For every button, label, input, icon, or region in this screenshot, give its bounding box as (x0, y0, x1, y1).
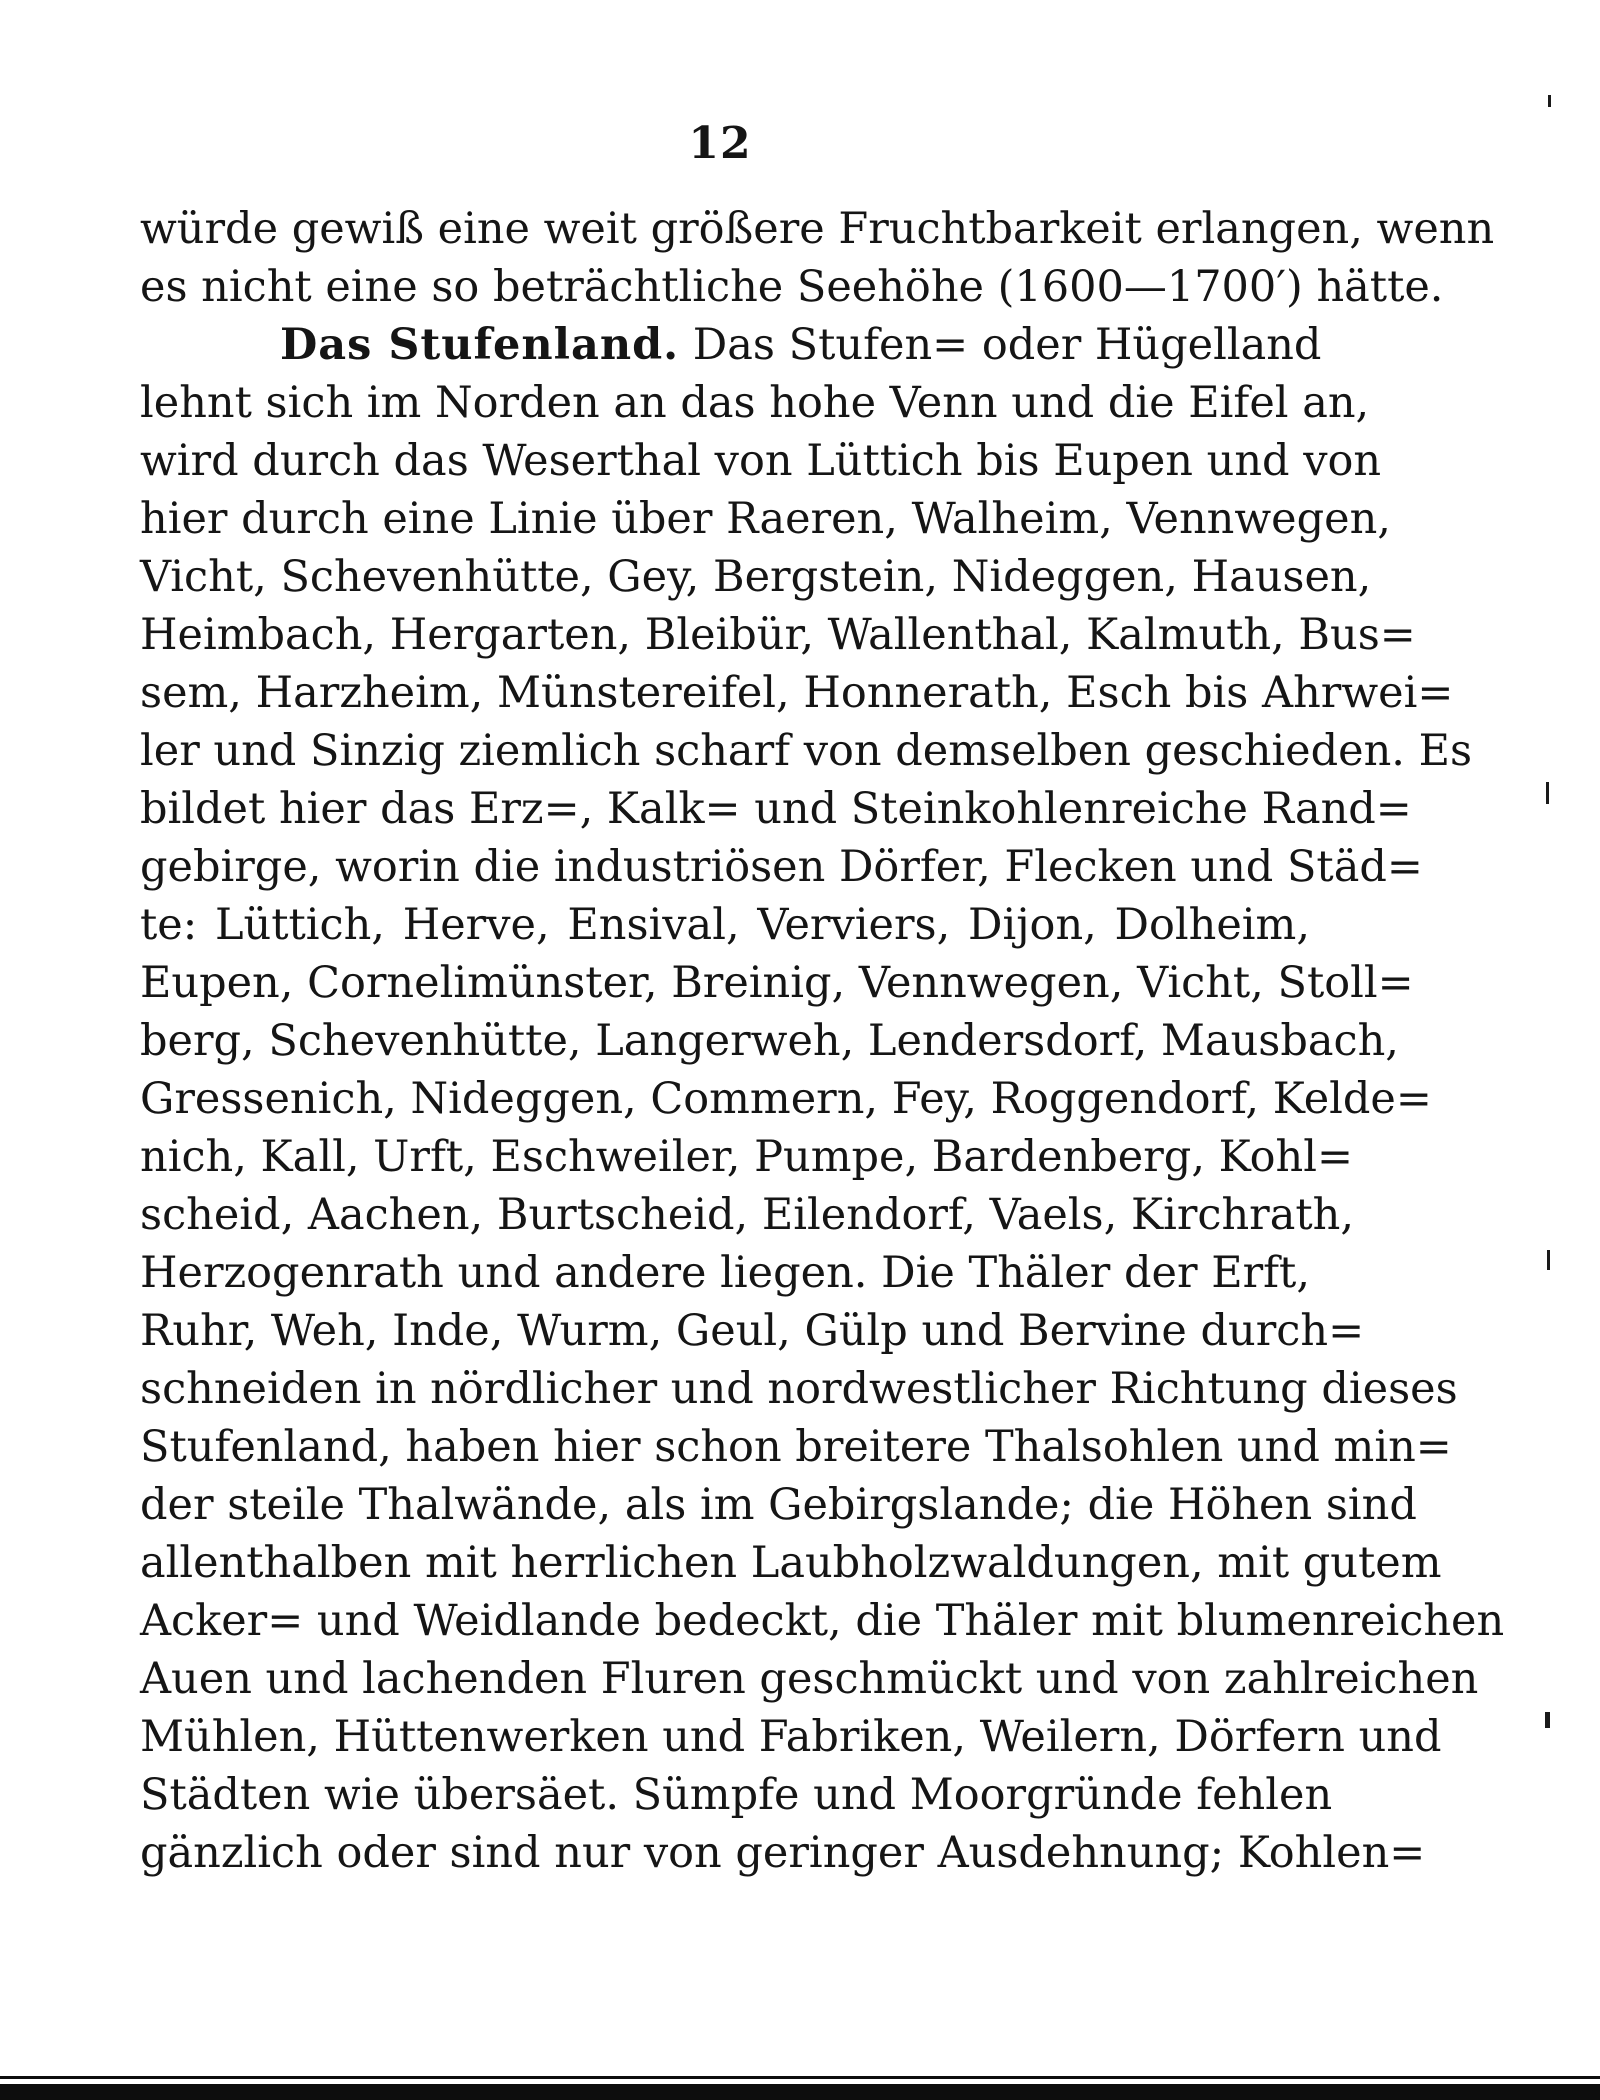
scan-speck (1545, 1712, 1550, 1728)
text-line-23: der steile Thalwände, als im Gebirgslande; die Höhen sind (140, 1480, 1417, 1530)
bottom-rule-thick (0, 2084, 1600, 2100)
text-line-20: Ruhr, Weh, Inde, Wurm, Geul, Gülp und Bervine durch= (140, 1306, 1365, 1356)
text-line-16: Gressenich, Nideggen, Commern, Fey, Roggendorf, Kelde= (140, 1074, 1432, 1124)
text-line-6: hier durch eine Linie über Raeren, Walheim, Vennwegen, (140, 494, 1391, 544)
scan-speck (1546, 782, 1549, 804)
text-line-24: allenthalben mit herrlichen Laubholzwaldungen, mit gutem (140, 1538, 1442, 1588)
text-line-2: es nicht eine so beträchtliche Seehöhe (1600—1700′) hätte. (140, 262, 1444, 312)
section-heading-line (140, 316, 1322, 374)
text-line-14: Eupen, Cornelimünster, Breinig, Vennwegen, Vicht, Stoll= (140, 958, 1414, 1008)
text-line-10: ler und Sinzig ziemlich scharf von demselben geschieden. Es (140, 726, 1473, 776)
bottom-rule-thin (0, 2076, 1600, 2079)
scan-speck (1547, 1250, 1550, 1270)
text-line-9: sem, Harzheim, Münstereifel, Honnerath, Esch bis Ahrwei= (140, 668, 1454, 718)
text-line-26: Auen und lachenden Fluren geschmückt und von zahlreichen (140, 1654, 1479, 1704)
text-line-1: würde gewiß eine weit größere Fruchtbarkeit erlangen, wenn (140, 204, 1495, 254)
text-line-5: wird durch das Weserthal von Lüttich bis Eupen und von (140, 436, 1382, 486)
text-line-15: berg, Schevenhütte, Langerweh, Lendersdorf, Mausbach, (140, 1016, 1399, 1066)
page-number: 12 (688, 118, 752, 169)
text-line-19: Herzogenrath und andere liegen. Die Thäler der Erft, (140, 1248, 1310, 1298)
text-line-22: Stufenland, haben hier schon breitere Thalsohlen und min= (140, 1422, 1452, 1472)
text-line-13: te: Lüttich, Herve, Ensival, Verviers, Dijon, Dolheim, (140, 900, 1310, 950)
body-text (140, 200, 1505, 1882)
text-line-4: lehnt sich im Norden an das hohe Venn und die Eifel an, (140, 378, 1370, 428)
text-line-29: gänzlich oder sind nur von geringer Ausdehnung; Kohlen= (140, 1828, 1426, 1878)
text-line-11: bildet hier das Erz=, Kalk= und Steinkohlenreiche Rand= (140, 784, 1412, 834)
section-heading-line-text: Das Stufen= oder Hügelland (692, 320, 1322, 370)
text-line-27: Mühlen, Hüttenwerken und Fabriken, Weilern, Dörfern und (140, 1712, 1442, 1762)
text-line-18: scheid, Aachen, Burtscheid, Eilendorf, Vaels, Kirchrath, (140, 1190, 1354, 1240)
text-line-21: schneiden in nördlicher und nordwestlicher Richtung dieses (140, 1364, 1458, 1414)
text-line-28: Städten wie übersäet. Sümpfe und Moorgründe fehlen (140, 1770, 1333, 1820)
text-line-25: Acker= und Weidlande bedeckt, die Thäler mit blumenreichen (140, 1596, 1505, 1646)
text-line-17: nich, Kall, Urft, Eschweiler, Pumpe, Bardenberg, Kohl= (140, 1132, 1353, 1182)
text-line-8: Heimbach, Hergarten, Bleibür, Wallenthal, Kalmuth, Bus= (140, 610, 1416, 660)
section-heading: Das Stufenland. (280, 320, 680, 370)
scan-speck (1548, 95, 1551, 107)
text-line-7: Vicht, Schevenhütte, Gey, Bergstein, Nideggen, Hausen, (140, 552, 1372, 602)
text-line-12: gebirge, worin die industriösen Dörfer, Flecken und Städ= (140, 842, 1423, 892)
